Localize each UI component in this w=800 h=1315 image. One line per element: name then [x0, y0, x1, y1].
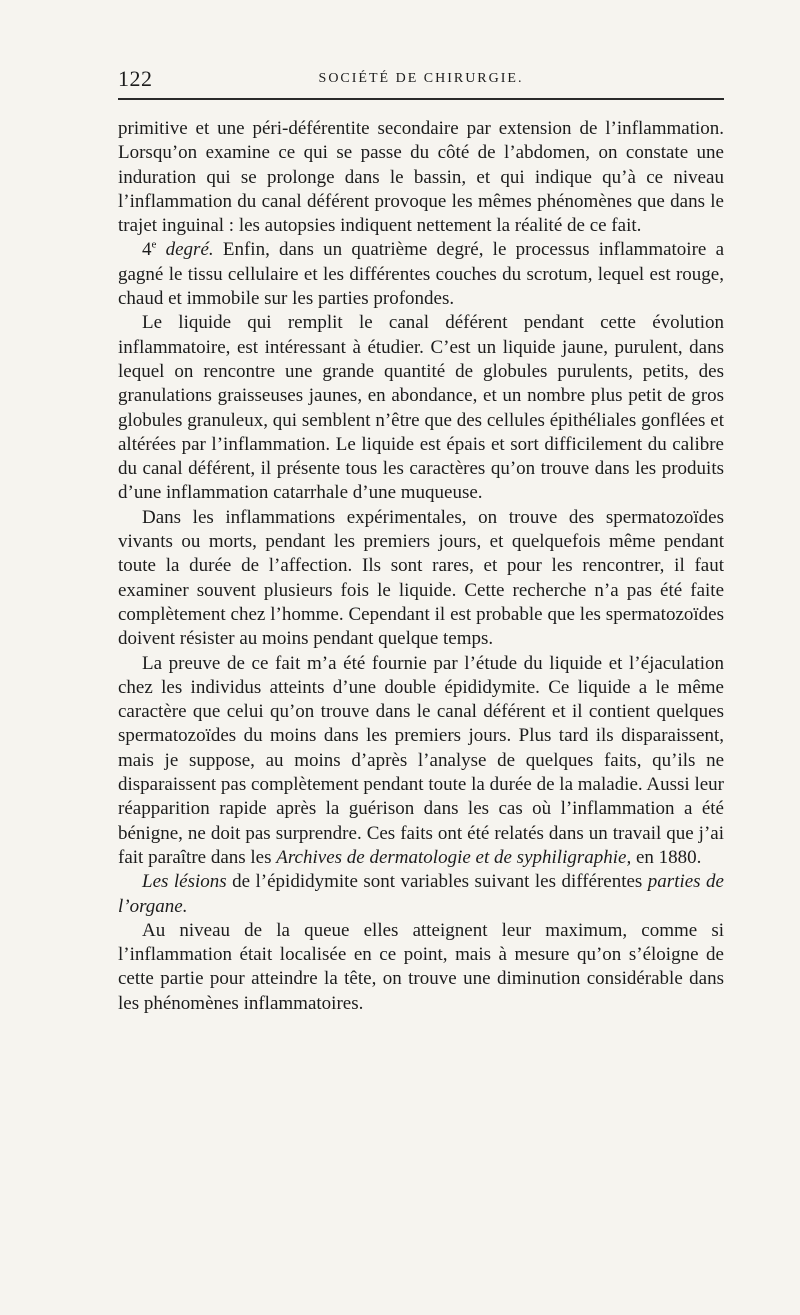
paragraph-text: Au niveau de la queue elles atteignent leur maximum, comme si l’inflammation était localisée en ce point, mais à mesure qu’on s’éloigne de cette partie pour atteindre la tête, on trouve une diminution considérable dans les phénomènes inflammatoires.: [118, 919, 724, 1014]
degree-superscript: e: [151, 239, 157, 252]
paragraph-6: [118, 870, 724, 919]
page-header: [118, 64, 724, 94]
degree-number: 4: [142, 239, 152, 261]
lesions-heading: Les lésions: [142, 871, 227, 893]
running-title: SOCIÉTÉ DE CHIRURGIE.: [318, 71, 524, 86]
paragraph-text: Le liquide qui remplit le canal déférent pendant cette évolution inflammatoire, est intéressant à étudier. C’est un liquide jaune, purulent, dans lequel on rencontre une grande quantité de globules purulents, petits, des granulations graisseuses jaunes, en abondance, et un nombre plus petit de gros globules granuleux, qui semblent n’être que des cellules épithéliales gonflées et altérées par l’inflammation. Le liquide est épais et sort difficilement du calibre du canal déférent, il présente tous les caractères qu’on trouve dans les produits d’une inflammation catarrhale d’une muqueuse.: [118, 312, 724, 504]
journal-title: Archives de dermatologie et de syphiligraphie,: [276, 846, 632, 868]
paragraph-2: [118, 238, 724, 311]
paragraph-4: [118, 506, 724, 652]
paragraph-3: [118, 311, 724, 505]
paragraph-5: [118, 652, 724, 871]
degree-label: degré.: [156, 239, 214, 261]
paragraph-text: La preuve de ce fait m’a été fournie par l’étude du liquide et l’éjaculation chez les individus atteints d’une double épididymite. Ce liquide a le même caractère que celui qu’on trouve dans le canal déférent et il contient quelques spermatozoïdes du moins dans les premiers jours. Plus tard ils disparaissent, mais je suppose, au moins d’après l’analyse de quelques faits, qu’ils ne disparaissent pas complètement pendant toute la durée de la maladie. Aussi leur réapparition rapide après la guérison dans les cas où l’inflammation a été bénigne, ne doit pas surprendre. Ces faits ont été relatés dans un travail que j’ai fait paraître dans les: [118, 652, 724, 868]
body-text: [118, 117, 724, 1016]
paragraph-text: de l’épididymite sont variables suivant les différentes: [226, 871, 648, 893]
paragraph-trailing-text: en 1880.: [631, 846, 702, 868]
header-rule: [118, 98, 724, 100]
organ-parts-phrase: parties de l’organe.: [118, 871, 724, 917]
paragraph-7: [118, 919, 724, 1016]
paragraph-text: primitive et une péri-déférentite secondaire par extension de l’inflammation. Lorsqu’on examine ce qui se passe du côté de l’abdomen, on constate une induration qui se prolonge dans le bassin, et qui indique qu’à ce niveau l’inflammation du canal déférent provoque les mêmes phénomènes que dans le trajet inguinal : les autopsies indiquent nettement la réalité de ce fait.: [118, 118, 724, 237]
paragraph-text: Dans les inflammations expérimentales, on trouve des spermatozoïdes vivants ou morts, pendant les premiers jours, et quelquefois même pendant toute la durée de l’affection. Ils sont rares, et pour les rencontrer, il faut examiner souvent plusieurs fois le liquide. Cette recherche n’a pas été faite complètement chez l’homme. Cependant il est probable que les spermatozoïdes doivent résister au moins pendant quelque temps.: [118, 506, 724, 650]
page-number: 122: [118, 66, 153, 91]
paragraph-1: [118, 117, 724, 238]
paragraph-text: Enfin, dans un quatrième degré, le processus inflammatoire a gagné le tissu cellulaire et les différentes couches du scrotum, lequel est rouge, chaud et immobile sur les parties profondes.: [118, 239, 725, 310]
